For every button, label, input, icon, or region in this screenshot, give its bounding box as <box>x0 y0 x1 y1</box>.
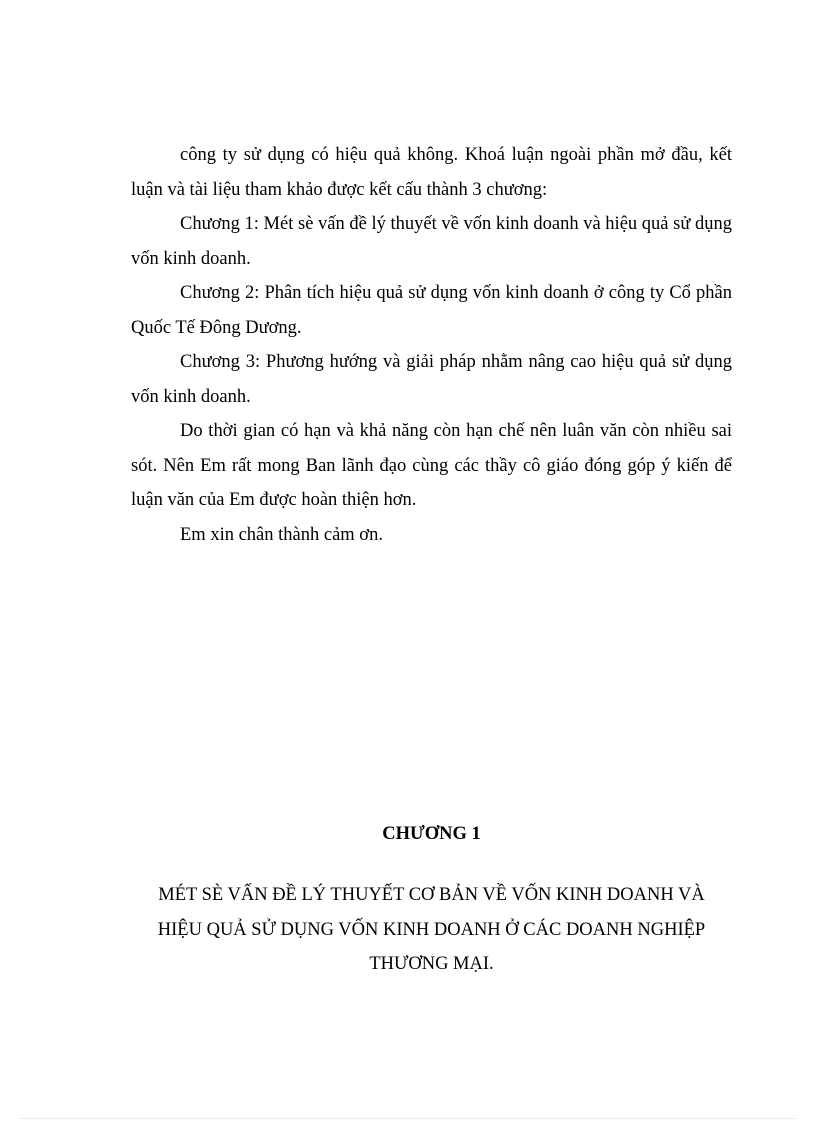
body-text <box>131 138 732 552</box>
paragraph-chapter-2: Chương 2: Phân tích hiệu quả sử dụng vốn kinh doanh ở công ty Cổ phần Quốc Tế Đông Dương. <box>131 283 732 338</box>
paragraph-intro-continued: công ty sử dụng có hiệu quả không. Khoá luận ngoài phần mở đầu, kết luận và tài liệu tham khảo được kết cấu thành 3 chương: <box>131 145 732 200</box>
paragraph-chapter-1: Chương 1: Mét sè vấn đề lý thuyết về vốn kinh doanh và hiệu quả sử dụng vốn kinh doanh. <box>131 214 732 269</box>
paragraph-chapter-3: Chương 3: Phương hướng và giải pháp nhằm nâng cao hiệu quả sử dụng vốn kinh doanh. <box>131 352 732 407</box>
page-bottom-divider <box>20 1118 796 1119</box>
paragraph-apology: Do thời gian có hạn và khả năng còn hạn chế nên luân văn còn nhiều sai sót. Nên Em rất mong Ban lãnh đạo cùng các thầy cô giáo đóng góp ý kiến để luận văn của Em được hoàn thiện hơn. <box>131 421 732 510</box>
chapter-number: CHƯƠNG 1 <box>382 824 481 844</box>
paragraph-thanks: Em xin chân thành cảm ơn. <box>180 524 383 545</box>
chapter-title: MÉT SÈ VẤN ĐỀ LÝ THUYẾT CƠ BẢN VỀ VỐN KINH DOANH VÀ HIỆU QUẢ SỬ DỤNG VỐN KINH DOANH Ở CÁC DOANH NGHIỆP THƯƠNG MẠI. <box>157 885 706 974</box>
